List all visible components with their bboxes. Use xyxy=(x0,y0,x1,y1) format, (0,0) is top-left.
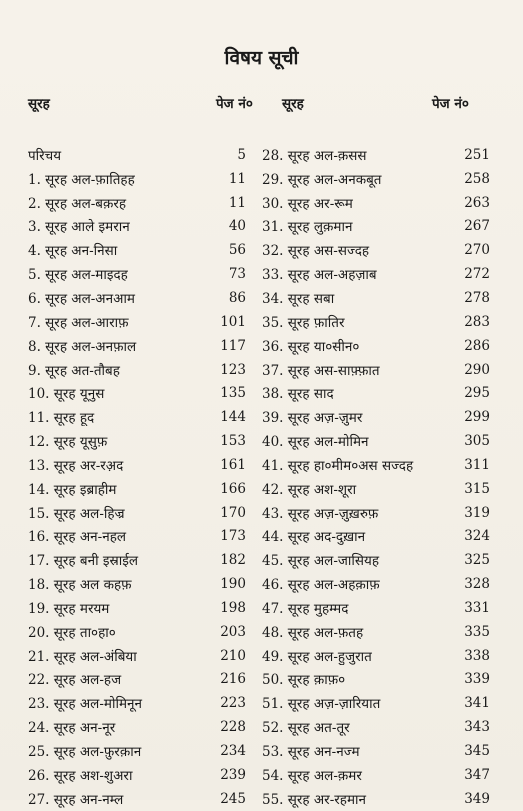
surah-name: 12. सूरह यूसुफ़ xyxy=(28,434,108,451)
surah-name: 11. सूरह हूद xyxy=(28,410,95,427)
contents-row xyxy=(28,477,246,501)
surah-name: 31. सूरह लुक़मान xyxy=(262,219,353,236)
contents-row xyxy=(28,167,246,191)
contents-row xyxy=(262,191,490,215)
page-number: 216 xyxy=(220,671,246,688)
page-number: 210 xyxy=(220,647,246,664)
contents-row xyxy=(28,143,246,167)
page-number: 153 xyxy=(220,433,246,450)
page-number: 295 xyxy=(464,385,490,402)
surah-name: 30. सूरह अर-रूम xyxy=(262,195,353,212)
right-surah-header: सूरह xyxy=(282,96,304,112)
page-number: 234 xyxy=(220,743,246,760)
contents-row xyxy=(28,739,246,763)
surah-name: 25. सूरह अल-फ़ुरक़ान xyxy=(28,744,142,761)
surah-name: 3. सूरह आले इमरान xyxy=(28,219,130,236)
page-number: 338 xyxy=(464,647,490,664)
contents-row xyxy=(262,668,490,692)
surah-name: 36. सूरह या०सीन० xyxy=(262,338,360,355)
surah-name: 43. सूरह अज़-ज़ुख़रुफ़ xyxy=(262,505,379,522)
surah-name: 20. सूरह ता०हा० xyxy=(28,624,116,641)
contents-row xyxy=(28,191,246,215)
contents-row xyxy=(262,787,490,811)
contents-row xyxy=(28,644,246,668)
surah-name: 6. सूरह अल-अनआम xyxy=(28,290,135,307)
contents-row xyxy=(262,334,490,358)
page-number: 123 xyxy=(220,361,246,378)
page-number: 272 xyxy=(464,266,490,283)
contents-row xyxy=(28,691,246,715)
contents-row xyxy=(262,477,490,501)
contents-row xyxy=(262,167,490,191)
page-number: 345 xyxy=(464,743,490,760)
contents-row xyxy=(262,620,490,644)
contents-row xyxy=(28,453,246,477)
contents-row xyxy=(28,405,246,429)
contents-row xyxy=(262,358,490,382)
contents-row xyxy=(262,429,490,453)
surah-name: 48. सूरह अल-फ़तह xyxy=(262,624,364,641)
contents-row xyxy=(28,668,246,692)
surah-name: 39. सूरह अज़-ज़ुमर xyxy=(262,410,363,427)
surah-name: 22. सूरह अल-हज xyxy=(28,672,122,689)
page-number: 11 xyxy=(228,170,246,187)
surah-name: 16. सूरह अन-नहल xyxy=(28,529,127,546)
contents-row xyxy=(262,525,490,549)
surah-name: 15. सूरह अल-हिज्र xyxy=(28,505,125,522)
contents-row xyxy=(28,334,246,358)
surah-name: परिचय xyxy=(28,147,62,164)
page-number: 11 xyxy=(228,194,246,211)
surah-name: 7. सूरह अल-आराफ़ xyxy=(28,314,129,331)
surah-name: 8. सूरह अल-अनफ़ाल xyxy=(28,338,137,355)
contents-row xyxy=(28,596,246,620)
page-number: 170 xyxy=(220,504,246,521)
page-number: 73 xyxy=(228,266,246,283)
contents-row xyxy=(262,763,490,787)
right-contents-column xyxy=(262,143,490,811)
surah-name: 33. सूरह अल-अहज़ाब xyxy=(262,267,377,284)
page-number: 56 xyxy=(228,242,246,259)
surah-name: 47. सूरह मुहम्मद xyxy=(262,600,349,617)
left-surah-header: सूरह xyxy=(28,96,50,112)
contents-row xyxy=(28,525,246,549)
page-number: 347 xyxy=(464,766,490,783)
surah-name: 24. सूरह अन-नूर xyxy=(28,720,116,737)
surah-name: 46. सूरह अल-अहक़ाफ़ xyxy=(262,577,380,594)
page-number: 86 xyxy=(228,289,246,306)
contents-row xyxy=(262,405,490,429)
contents-row xyxy=(28,381,246,405)
contents-row xyxy=(262,262,490,286)
surah-name: 23. सूरह अल-मोमिनून xyxy=(28,696,143,713)
contents-row xyxy=(28,358,246,382)
surah-name: 49. सूरह अल-हुजुरात xyxy=(262,648,372,665)
contents-row xyxy=(262,238,490,262)
surah-name: 18. सूरह अल कहफ़ xyxy=(28,577,132,594)
page-number: 117 xyxy=(220,337,246,354)
page-number: 101 xyxy=(220,313,246,330)
surah-name: 34. सूरह सबा xyxy=(262,290,335,307)
contents-row xyxy=(262,715,490,739)
surah-name: 44. सूरह अद-दुख़ान xyxy=(262,529,366,546)
page-number: 144 xyxy=(220,409,246,426)
contents-row xyxy=(28,215,246,239)
contents-row xyxy=(28,310,246,334)
page-title: विषय सूची xyxy=(224,47,299,69)
page-number: 270 xyxy=(464,242,490,259)
contents-row xyxy=(262,381,490,405)
surah-name: 32. सूरह अस-सज्दह xyxy=(262,243,370,260)
surah-name: 55. सूरह अर-रहमान xyxy=(262,791,367,808)
surah-name: 50. सूरह क़ाफ़० xyxy=(262,672,346,689)
contents-row xyxy=(262,453,490,477)
page-number: 203 xyxy=(220,623,246,640)
page-number: 251 xyxy=(464,146,490,163)
contents-row xyxy=(28,286,246,310)
contents-row xyxy=(28,501,246,525)
page-number: 315 xyxy=(464,480,490,497)
contents-row xyxy=(28,763,246,787)
page-number: 173 xyxy=(220,528,246,545)
page-number: 263 xyxy=(464,194,490,211)
contents-row xyxy=(28,238,246,262)
page-number: 228 xyxy=(220,719,246,736)
surah-name: 54. सूरह अल-क़मर xyxy=(262,767,362,784)
contents-row xyxy=(262,548,490,572)
contents-row xyxy=(28,262,246,286)
surah-name: 29. सूरह अल-अनकबूत xyxy=(262,171,382,188)
page-number: 267 xyxy=(464,218,490,235)
surah-name: 45. सूरह अल-जासियह xyxy=(262,553,380,570)
contents-row xyxy=(262,143,490,167)
surah-name: 41. सूरह हा०मीम०अस सज्दह xyxy=(262,457,414,474)
surah-name: 1. सूरह अल-फ़ातिहह xyxy=(28,171,135,188)
contents-row xyxy=(262,596,490,620)
surah-name: 17. सूरह बनी इस्राईल xyxy=(28,553,139,570)
contents-row xyxy=(262,286,490,310)
surah-name: 42. सूरह अश-शूरा xyxy=(262,481,357,498)
page-number: 161 xyxy=(220,456,246,473)
contents-row xyxy=(262,691,490,715)
left-page-header: पेज नं० xyxy=(216,96,253,112)
surah-name: 9. सूरह अत-तौबह xyxy=(28,362,120,379)
page-number: 305 xyxy=(464,433,490,450)
contents-row xyxy=(28,548,246,572)
contents-row xyxy=(28,429,246,453)
surah-name: 5. सूरह अल-माइदह xyxy=(28,267,128,284)
page-number: 349 xyxy=(464,790,490,807)
page-number: 319 xyxy=(464,504,490,521)
surah-name: 52. सूरह अत-तूर xyxy=(262,720,350,737)
page-number: 286 xyxy=(464,337,490,354)
surah-name: 19. सूरह मरयम xyxy=(28,600,110,617)
left-contents-column xyxy=(28,143,246,811)
surah-name: 14. सूरह इब्राहीम xyxy=(28,481,117,498)
page-number: 182 xyxy=(220,552,246,569)
surah-name: 10. सूरह यूनुस xyxy=(28,386,105,403)
contents-row xyxy=(262,739,490,763)
page-number: 135 xyxy=(220,385,246,402)
contents-row xyxy=(28,572,246,596)
surah-name: 26. सूरह अश-शुअरा xyxy=(28,767,133,784)
page-number: 290 xyxy=(464,361,490,378)
page-number: 223 xyxy=(220,695,246,712)
page-number: 166 xyxy=(220,480,246,497)
surah-name: 38. सूरह साद xyxy=(262,386,334,403)
page-number: 341 xyxy=(464,695,490,712)
surah-name: 28. सूरह अल-क़सस xyxy=(262,147,367,164)
page-number: 278 xyxy=(464,289,490,306)
surah-name: 4. सूरह अन-निसा xyxy=(28,243,118,260)
contents-row xyxy=(28,715,246,739)
surah-name: 51. सूरह अज़-ज़ारियात xyxy=(262,696,381,713)
surah-name: 21. सूरह अल-अंबिया xyxy=(28,648,137,665)
page-number: 299 xyxy=(464,409,490,426)
right-page-header: पेज नं० xyxy=(432,96,469,112)
contents-row xyxy=(262,310,490,334)
surah-name: 13. सूरह अर-रअ़द xyxy=(28,457,124,474)
contents-row xyxy=(262,501,490,525)
surah-name: 35. सूरह फ़ातिर xyxy=(262,314,345,331)
surah-name: 2. सूरह अल-बक़रह xyxy=(28,195,127,212)
page-number: 245 xyxy=(220,790,246,807)
page-number: 335 xyxy=(464,623,490,640)
page-number: 343 xyxy=(464,719,490,736)
page-number: 198 xyxy=(220,599,246,616)
surah-name: 37. सूरह अस-साफ़्फ़ात xyxy=(262,362,380,379)
page-number: 331 xyxy=(464,599,490,616)
contents-row xyxy=(262,215,490,239)
page-number: 325 xyxy=(464,552,490,569)
page-number: 5 xyxy=(237,146,246,163)
page-number: 311 xyxy=(464,456,490,473)
page-number: 190 xyxy=(220,576,246,593)
contents-row xyxy=(28,787,246,811)
page-number: 258 xyxy=(464,170,490,187)
contents-row xyxy=(262,572,490,596)
page-number: 324 xyxy=(464,528,490,545)
surah-name: 53. सूरह अन-नज्म xyxy=(262,744,360,761)
page-number: 239 xyxy=(220,766,246,783)
page-number: 283 xyxy=(464,313,490,330)
page-number: 339 xyxy=(464,671,490,688)
surah-name: 27. सूरह अन-नम्ल xyxy=(28,791,124,808)
contents-row xyxy=(28,620,246,644)
surah-name: 40. सूरह अल-मोमिन xyxy=(262,434,369,451)
page-number: 40 xyxy=(228,218,246,235)
page-number: 328 xyxy=(464,576,490,593)
contents-row xyxy=(262,644,490,668)
